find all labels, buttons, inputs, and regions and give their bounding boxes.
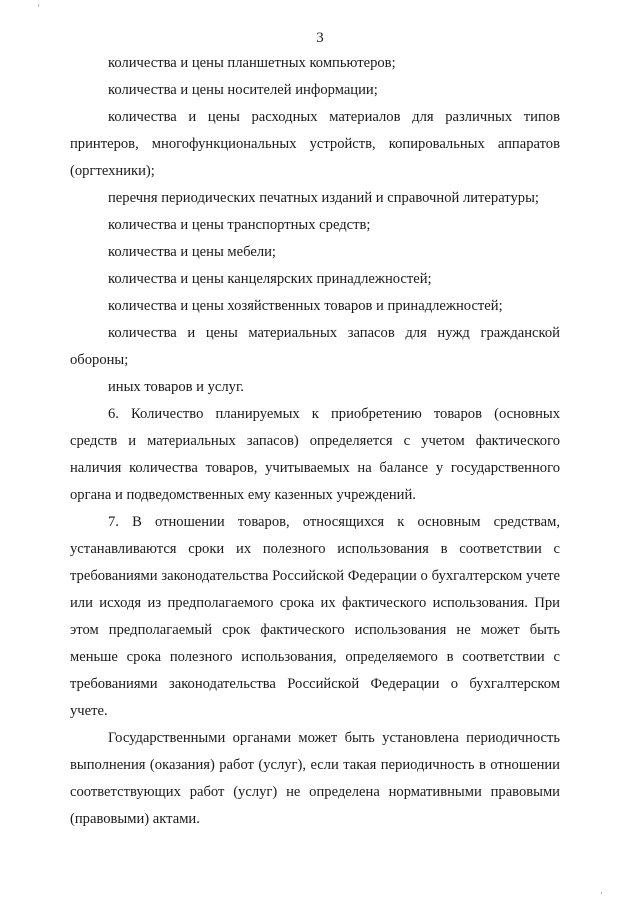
list-item: иных товаров и услуг. [108,379,244,395]
paragraph-6: 6. Количество планируемых к приобретению товаров (основных средств и материальных запасов) определяется с учетом фактического наличия количества товаров, учитываемых на балансе у государственного органа и подведомственных ему казенных учреждений. [70,406,560,503]
list-item: количества и цены транспортных средств; [108,217,371,233]
list-item: количества и цены расходных материалов для различных типов принтеров, многофункциональных устройств, копировальных аппаратов (оргтехники); [70,109,560,179]
list-item: количества и цены канцелярских принадлежностей; [108,271,432,287]
paragraph-periodicity: Государственными органами может быть установлена периодичность выполнения (оказания) работ (услуг), если такая периодичность в отношении соответствующих работ (услуг) не определена нормативными правовыми (правовыми) актами. [70,730,560,827]
scan-artifact-bottom: · [600,888,603,898]
list-item: количества и цены мебели; [108,244,276,260]
list-item: количества и цены носителей информации; [108,82,378,98]
list-item: перечня периодических печатных изданий и справочной литературы; [108,190,539,206]
page-number: 3 [316,30,324,46]
document-body [70,50,560,833]
list-item: количества и цены планшетных компьютеров; [108,55,396,71]
list-item: количества и цены материальных запасов для нужд гражданской обороны; [70,325,560,368]
list-item: количества и цены хозяйственных товаров и принадлежностей; [108,298,503,314]
paragraph-7: 7. В отношении товаров, относящихся к основным средствам, устанавливаются сроки их полезного использования в соответствии с требованиями законодательства Российской Федерации о бухгалтерском учете или исходя из предполагаемого срока их фактического использования. При этом предполагаемый срок фактического использования не может быть меньше срока полезного использования, определяемого в соответствии с требованиями законодательства Российской Федерации о бухгалтерском учете. [70,514,560,719]
scan-artifact-top: ' [38,3,40,13]
